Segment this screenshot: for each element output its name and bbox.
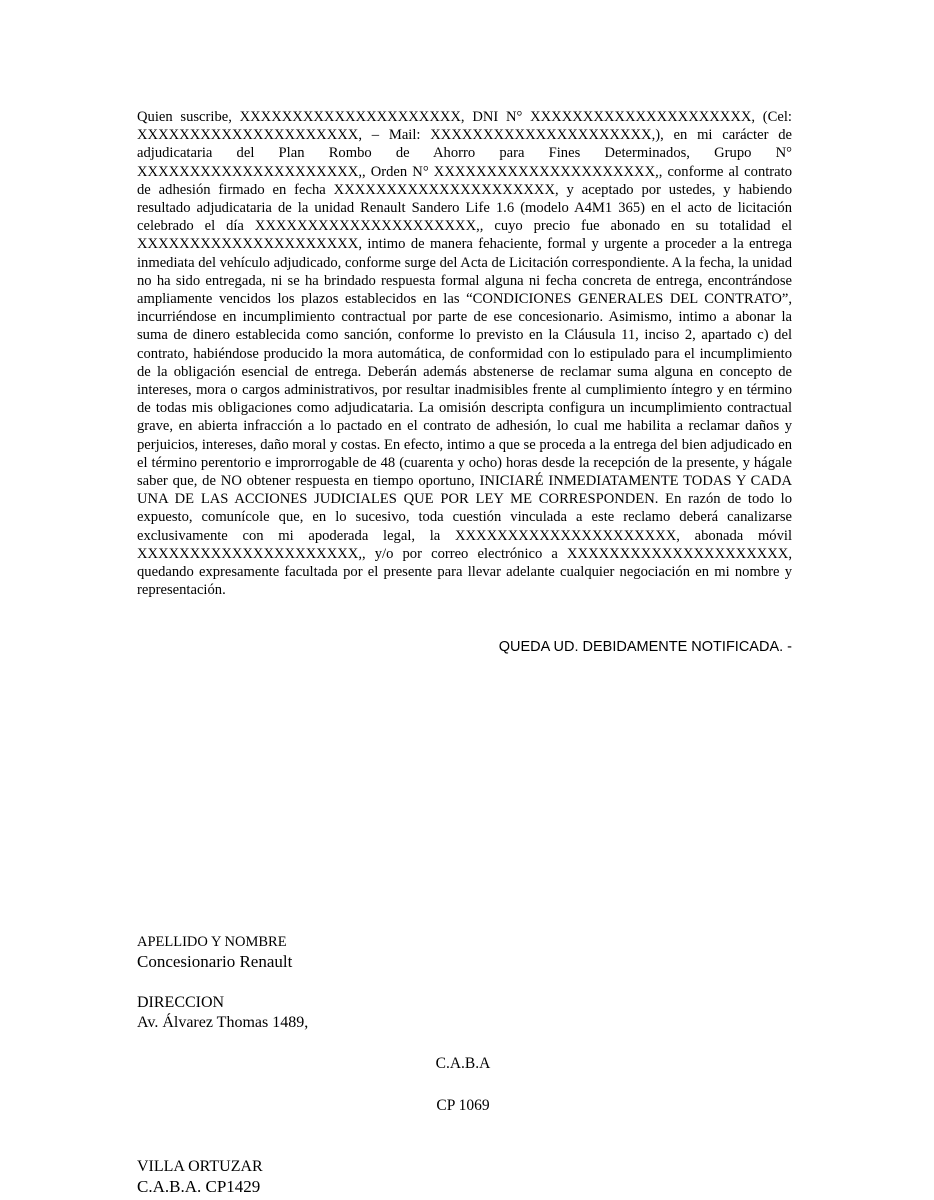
locality-line: VILLA ORTUZAR [137,1158,263,1175]
name-label: APELLIDO Y NOMBRE [137,934,287,950]
name-value: Concesionario Renault [137,952,293,971]
address-label: DIRECCION [137,994,225,1011]
postal-code-line: CP 1069 [436,1097,490,1114]
notification-closing: QUEDA UD. DEBIDAMENTE NOTIFICADA. - [498,639,792,655]
city-line: C.A.B.A [435,1055,491,1072]
letter-body: Quien suscribe, XXXXXXXXXXXXXXXXXXXXX, DNI N° XXXXXXXXXXXXXXXXXXXXX, (Cel: XXXXXXXXXXXXXXXXXXXXX, – Mail: XXXXXXXXXXXXXXXXXXXXX,), en mi carácter de adjudicataria del Plan Rombo de Ahorro para Fines Determinados, Grupo N° XXXXXXXXXXXXXXXXXXXXX,, Orden N° XXXXXXXXXXXXXXXXXXXXX,, conforme al contrato de adhesión firmado en fecha XXXXXXXXXXXXXXXXXXXXX, y aceptado por ustedes, y habiendo resultado adjudicataria de la unidad Renault Sandero Life 1.6 (modelo A4M1 365) en el acto de licitación celebrado el día XXXXXXXXXXXXXXXXXXXXX,, cuyo precio fue abonado en su totalidad el XXXXXXXXXXXXXXXXXXXXX, intimo de manera fehaciente, formal y urgente a proceder a la entrega inmediata del vehículo adjudicado, conforme surge del Acta de Licitación correspondiente. A la fecha, la unidad no ha sido entregada, ni se ha brindado respuesta formal alguna ni fecha concreta de entrega, encontrándose ampliamente vencidos los plazos establecidos en las “CONDICIONES GENERALES DEL CONTRATO”, incurriéndose en incumplimiento contractual por parte de ese concesionario. Asimismo, intimo a abonar la suma de dinero establecida como sanción, conforme lo previsto en la Cláusula 11, inciso 2, apartado c) del contrato, habiéndose producido la mora automática, de conformidad con lo estipulado para el incumplimiento de la obligación esencial de entrega. Deberán además abstenerse de reclamar suma alguna en concepto de intereses, mora o cargos administrativos, por resultar inadmisibles frente al cumplimiento íntegro y en término de todas mis obligaciones como adjudicataria. La omisión descripta configura un incumplimiento contractual grave, en abierta infracción a lo pactado en el contrato de adhesión, lo cual me habilita a reclamar daños y perjuicios, intereses, daño moral y costas. En efecto, intimo a que se proceda a la entrega del bien adjudicado en el término perentorio e improrrogable de 48 (cuarenta y ocho) horas desde la recepción de la presente, y hágale saber que, de NO obtener respuesta en tiempo oportuno, INICIARÉ INMEDIATAMENTE TODAS Y CADA UNA DE LAS ACCIONES JUDICIALES QUE POR LEY ME CORRESPONDEN. En razón de todo lo expuesto, comunícole que, en lo sucesivo, toda cuestión vinculada a este reclamo deberá canalizarse exclusivamente con mi apoderada legal, la XXXXXXXXXXXXXXXXXXXXX, abonada móvil XXXXXXXXXXXXXXXXXXXXX,, y/o por correo electrónico a XXXXXXXXXXXXXXXXXXXXX, quedando expresamente facultada por el presente para llevar adelante cualquier negociación en mi nombre y representación. [137,109,792,599]
address-value: Av. Álvarez Thomas 1489, [137,1014,309,1031]
locality-detail-line: C.A.B.A. CP1429 [137,1177,261,1196]
